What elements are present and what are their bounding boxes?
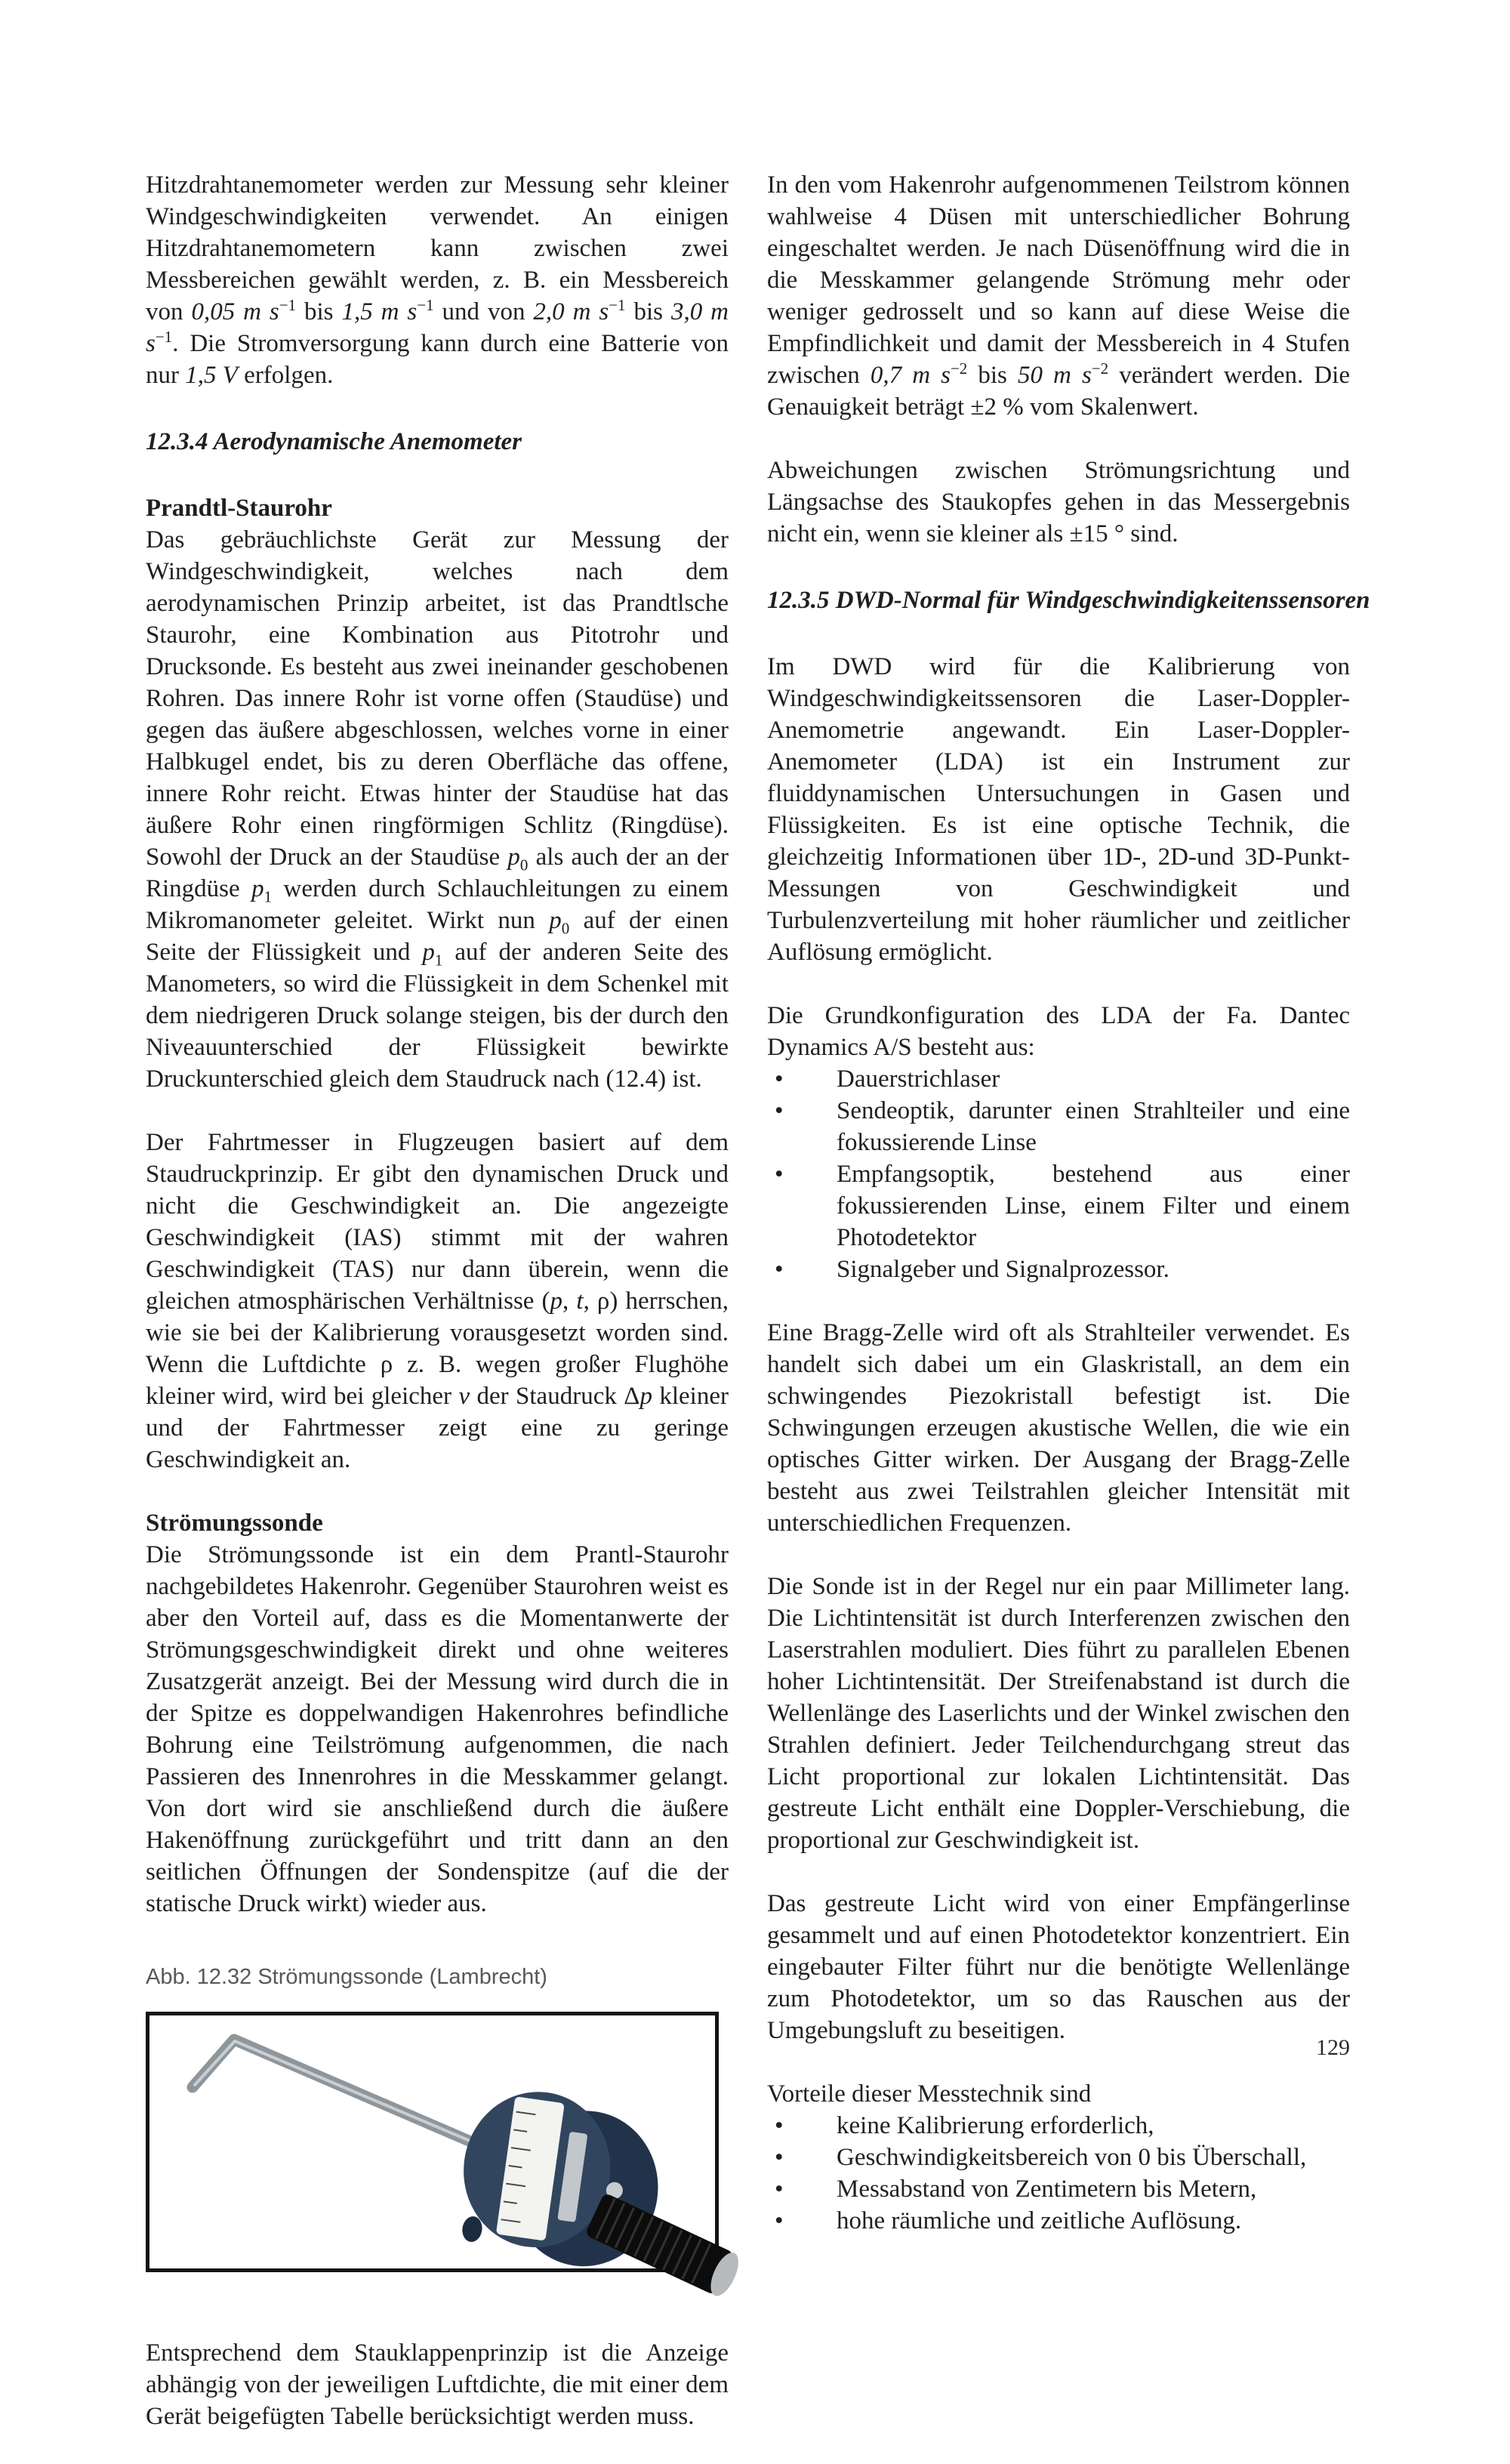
figure-caption: Abb. 12.32 Strömungssonde (Lambrecht) [146, 1965, 547, 1989]
subheading-stroemungssonde: Strömungssonde [146, 1510, 323, 1537]
list-item-text: Geschwindigkeitsbereich von 0 bis Überschall, [837, 2144, 1307, 2171]
paragraph-stauklappen: Entsprechend dem Stauklappenprinzip ist die Anzeige abhängig von der jeweiligen Luftdichte, die mit einer dem Gerät beigefügten Tabelle berücksichtigt werden muss. [146, 2339, 729, 2430]
paragraph-bragg-zelle: Eine Bragg-Zelle wird oft als Strahlteiler verwendet. Es handelt sich dabei um ein Glaskristall, an dem ein schwingendes Piezokristall befestigt ist. Die Schwingungen erzeugen akustische Wellen, die wie ein optisches Gitter wirken. Der Ausgang der Bragg-Zelle besteht aus zwei Teilstrahlen gleicher Intensität mit unterschiedlichen Frequenzen. [767, 1319, 1350, 1537]
figure-stroemungssonde-photo [146, 2012, 719, 2272]
bullet-icon: • [775, 2112, 784, 2139]
section-heading-12-3-4: 12.3.4 Aerodynamische Anemometer [146, 428, 522, 455]
list-item [767, 1063, 1350, 1095]
paragraph-sonde: Die Sonde ist in der Regel nur ein paar Millimeter lang. Die Lichtintensität ist durch Interferenzen zwischen den Laserstrahlen moduliert. Dies führt zu parallelen Ebenen hoher Lichtintensität. Der Streifenabstand ist durch die Wellenlänge des Laserlichts und der Winkel zwischen den Strahlen definiert. Jeder Teilchendurchgang streut das Licht proportional zur lokalen Lichtintensität. Das gestreute Licht enthält eine Doppler-Verschiebung, die proportional zur Geschwindigkeit ist. [767, 1573, 1350, 1854]
list-item [767, 2173, 1350, 2205]
list-item-text: Sendeoptik, darunter einen Strahlteiler und eine fokussierende Linse [837, 1097, 1350, 1156]
list-item [767, 2110, 1350, 2142]
paragraph-gestreutes-licht: Das gestreute Licht wird von einer Empfängerlinse gesammelt und auf einen Photodetektor konzentriert. Ein eingebauter Filter führt nur die benötigte Wellenlänge zum Photodetektor, um so das Rauschen aus der Umgebungsluft zu beseitigen. [767, 1890, 1350, 2044]
probe-illustration [149, 2015, 715, 2268]
subheading-prandtl-staurohr: Prandtl-Staurohr [146, 495, 332, 522]
paragraph-fahrtmesser: Der Fahrtmesser in Flugzeugen basiert auf dem Staudruckprinzip. Er gibt den dynamischen Druck und nicht die Geschwindigkeit an. Die angezeigte Geschwindigkeit (IAS) stimmt mit der wahren Geschwindigkeit (TAS) nur dann überein, wenn die gleichen atmosphärischen Verhältnisse (p, t, ρ) herrschen, wie sie bei der Kalibrierung vorausgesetzt worden sind. Wenn die Luftdichte ρ z. B. wegen großer Flughöhe kleiner wird, wird bei gleicher v der Staudruck Δp kleiner und der Fahrtmesser zeigt eine zu geringe Geschwindigkeit an. [146, 1129, 729, 1473]
list-item-text: hohe räumliche und zeitliche Auflösung. [837, 2207, 1242, 2234]
list-item [767, 1254, 1350, 1285]
config-bullet-list [767, 1063, 1350, 1285]
list-item [767, 1158, 1350, 1254]
list-item-text: Dauerstrichlaser [837, 1065, 1000, 1093]
left-column [146, 169, 729, 2464]
bullet-icon: • [775, 1256, 784, 1283]
list-item [767, 2142, 1350, 2173]
paragraph-abweichungen: Abweichungen zwischen Strömungsrichtung und Längsachse des Staukopfes gehen in das Messergebnis nicht ein, wenn sie kleiner als ±15 ° sind. [767, 457, 1350, 547]
bullet-icon: • [775, 1161, 784, 1188]
page-number: 129 [1316, 2035, 1350, 2060]
paragraph-stroemungssonde: Die Strömungssonde ist ein dem Prantl-Staurohr nachgebildetes Hakenrohr. Gegenüber Staurohren weist es aber den Vorteil auf, dass es die Momentanwerte der Strömungsgeschwindigkeit direkt und ohne weiteres Zusatzgerät anzeigt. Bei der Messung wird durch die in der Spitze es doppelwandigen Hakenrohres befindliche Bohrung eine Teilströmung aufgenommen, die nach Passieren des Innenrohres in die Messkammer gelangt. Von dort wird sie anschließend durch die äußere Hakenöffnung zurückgeführt und tritt dann an den seitlichen Öffnungen der Sondenspitze (auf die der statische Druck wirkt) wieder aus. [146, 1541, 729, 1917]
list-item-text: Messabstand von Zentimetern bis Metern, [837, 2176, 1257, 2203]
list-item-text: Signalgeber und Signalprozessor. [837, 1256, 1169, 1283]
paragraph-grundkonfiguration: Die Grundkonfiguration des LDA der Fa. Dantec Dynamics A/S besteht aus: [767, 1002, 1350, 1061]
list-item [767, 2205, 1350, 2237]
paragraph-hitzdraht: Hitzdrahtanemometer werden zur Messung sehr kleiner Windgeschwindigkeiten verwendet. An einigen Hitzdrahtanemometern kann zwischen zwei Messbereichen gewählt werden, z. B. ein Messbereich von 0,05 m $s^{-1}$ bis 1,5 m $s^{-1}$ und von 2,0 m $s^{-1}$ bis 3,0 m $s^{-1}$. Die Stromversorgung kann durch eine Batterie von nur 1,5 V erfolgen. [146, 171, 729, 389]
paragraph-teilstrom: In den vom Hakenrohr aufgenommenen Teilstrom können wahlweise 4 Düsen mit unterschiedlicher Bohrung eingeschaltet werden. Je nach Düsenöffnung wird die in die Messkammer gelangende Strömung mehr oder weniger gedrosselt und so kann auf diese Weise die Empfindlichkeit und damit der Messbereich in 4 Stufen zwischen 0,7 m $s^{-2}$ bis 50 m $s^{-2}$ verändert werden. Die Genauigkeit beträgt ±2 % vom Skalenwert. [767, 171, 1350, 421]
probe-handle [584, 2179, 750, 2300]
bullet-icon: • [775, 1065, 784, 1093]
list-item-text: keine Kalibrierung erforderlich, [837, 2112, 1154, 2139]
paragraph-vorteile: Vorteile dieser Messtechnik sind [767, 2080, 1092, 2108]
bullet-icon: • [775, 1097, 784, 1124]
bullet-icon: • [775, 2176, 784, 2203]
paragraph-dwd: Im DWD wird für die Kalibrierung von Windgeschwindigkeitssensoren die Laser-Doppler-Anemometrie angewandt. Ein Laser-Doppler-Anemometer (LDA) ist ein Instrument zur fluiddynamischen Untersuchungen in Gasen und Flüssigkeiten. Es ist eine optische Technik, die gleichzeitig Informationen über 1D-, 2D-und 3D-Punkt-Messungen von Geschwindigkeit und Turbulenzverteilung mit hoher räumlicher und zeitlicher Auflösung ermöglicht. [767, 653, 1350, 966]
bullet-icon: • [775, 2207, 784, 2234]
right-column [767, 169, 1370, 2268]
section-heading-12-3-5: 12.3.5 DWD-Normal für Windgeschwindigkeitenssensoren [767, 587, 1370, 614]
list-item [767, 1095, 1350, 1158]
list-item-text: Empfangsoptik, bestehend aus einer fokussierenden Linse, einem Filter und einem Photodetektor [837, 1161, 1350, 1251]
paragraph-prandtl: Das gebräuchlichste Gerät zur Messung der Windgeschwindigkeit, welches nach dem aerodynamischen Prinzip arbeitet, ist das Prandtlsche Staurohr, eine Kombination aus Pitotrohr und Drucksonde. Es besteht aus zwei ineinander geschobenen Rohren. Das innere Rohr ist vorne offen (Staudüse) und gegen das äußere abgeschlossen, welches vorne in einer Halbkugel endet, bis zu deren Oberfläche das offene, innere Rohr reicht. Etwas hinter der Staudüse hat das äußere Rohr einen ringförmigen Schlitz (Ringdüse). Sowohl der Druck an der Staudüse $p_0$ als auch der an der Ringdüse $p_1$ werden durch Schlauchleitungen zu einem Mikromanometer geleitet. Wirkt nun $p_0$ auf der einen Seite der Flüssigkeit und $p_1$ auf der anderen Seite des Manometers, so wird die Flüssigkeit in dem Schenkel mit dem niedrigeren Druck solange steigen, bis der durch den Niveauunterschied der Flüssigkeit bewirkte Druckunterschied gleich dem Staudruck nach (12.4) ist. [146, 526, 729, 1093]
vorteile-bullet-list [767, 2110, 1350, 2237]
bullet-icon: • [775, 2144, 784, 2171]
